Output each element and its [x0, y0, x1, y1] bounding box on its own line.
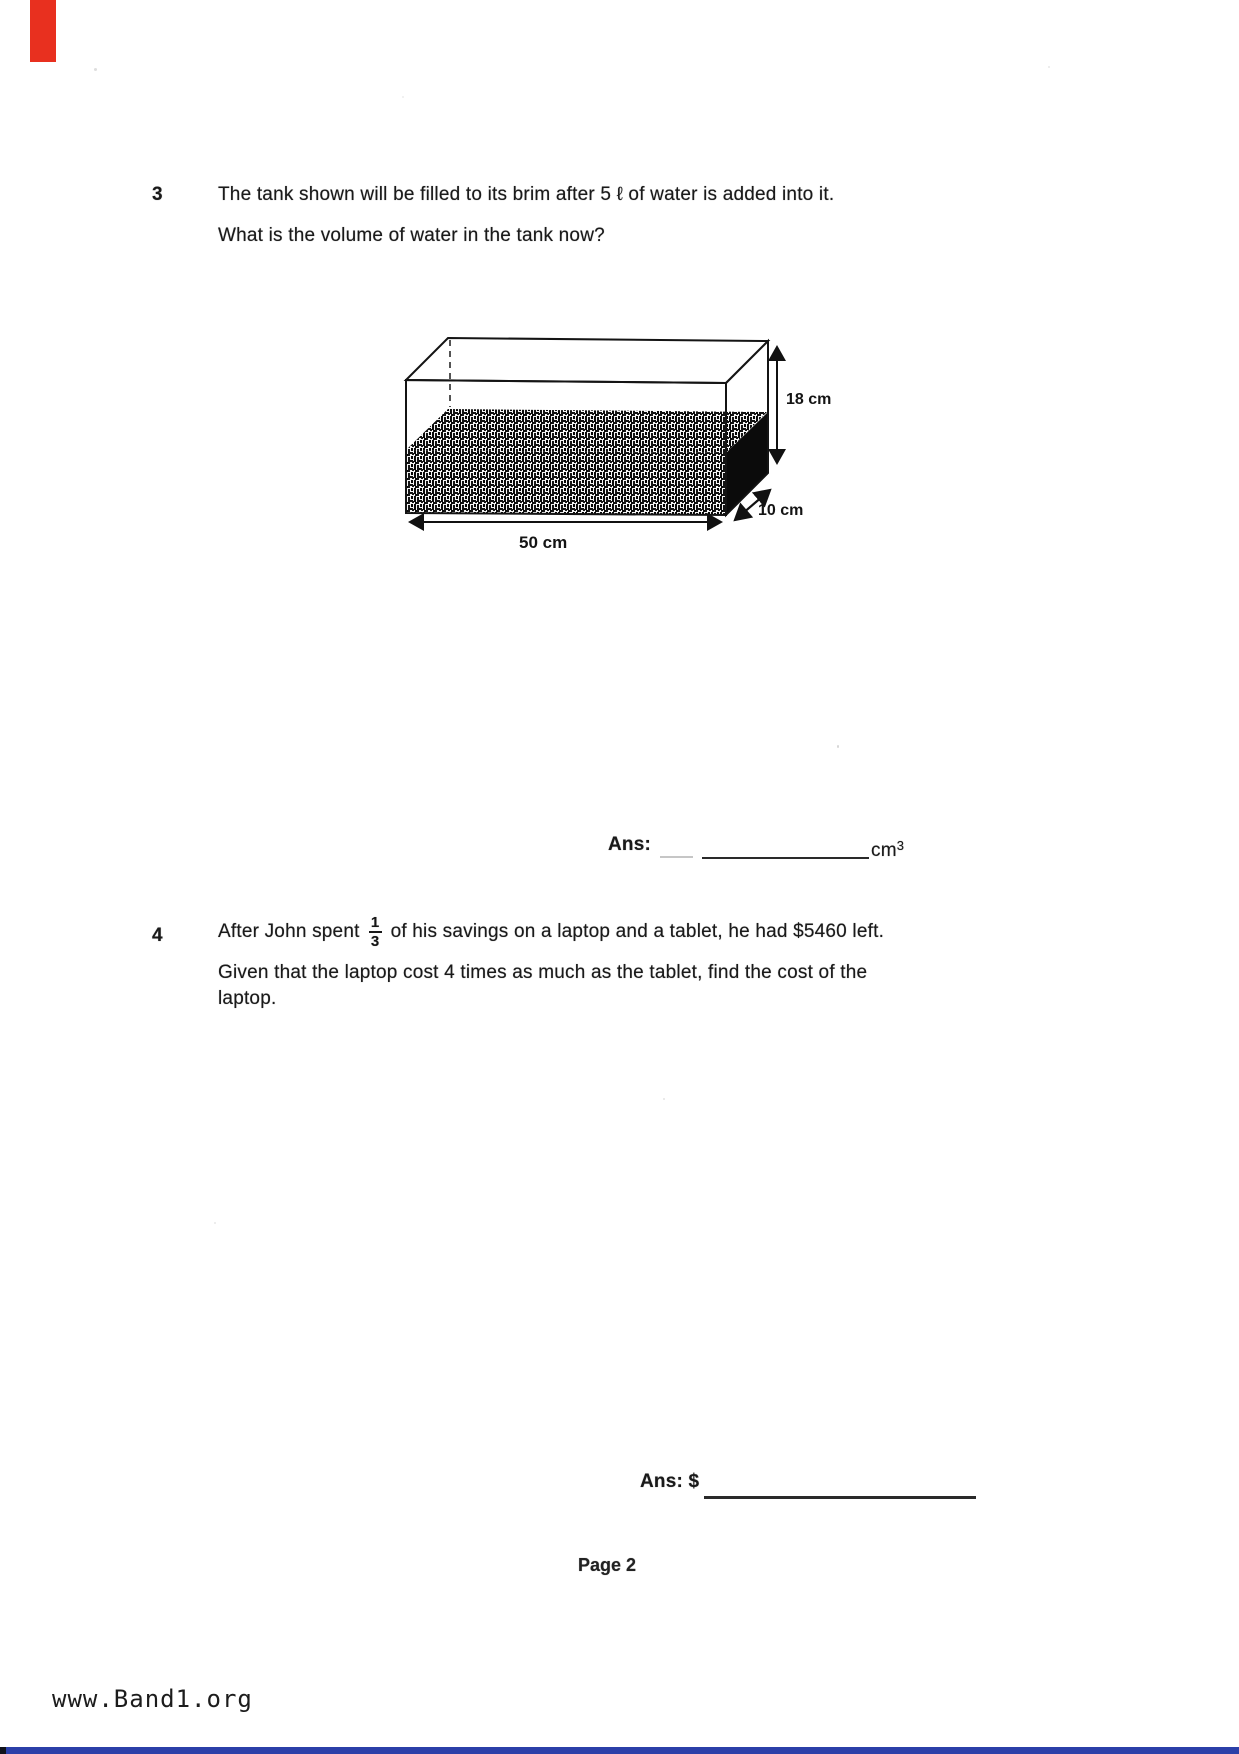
question-4-line3: laptop. [218, 988, 277, 1009]
tank-top-face [406, 338, 768, 383]
question-4-line1 [218, 910, 884, 954]
q3-answer-label: Ans: [608, 834, 652, 855]
question-4-number: 4 [152, 925, 163, 946]
water-top-surface [406, 409, 767, 453]
scan-speck [214, 1222, 216, 1224]
tank-width-label: 50 cm [519, 533, 568, 552]
question-3-line1: The tank shown will be filled to its brim after 5 ℓ of water is added into it. [218, 184, 835, 205]
scan-speck [663, 1098, 665, 1100]
question-3-line2: What is the volume of water in the tank now? [218, 225, 605, 246]
scan-speck [94, 68, 97, 71]
q4-lead-text: After John spent [218, 921, 360, 942]
scan-speck [837, 745, 839, 748]
fraction-denominator: 3 [370, 933, 380, 950]
scan-artifact-blue-bottom-bar [0, 1747, 1239, 1754]
question-4-line2: Given that the laptop cost 4 times as much as the tablet, find the cost of the [218, 962, 868, 983]
tank-height-label: 18 cm [786, 391, 832, 408]
tank-depth-label: 10 cm [758, 502, 804, 519]
q4-answer-label: Ans: $ [640, 1471, 700, 1492]
tank-diagram [330, 285, 870, 575]
page-number: Page 2 [578, 1555, 637, 1575]
water-front-face [406, 450, 726, 515]
q4-tail-text: of his savings on a laptop and a tablet, he had $5460 left. [390, 921, 885, 942]
q3-answer-unit [871, 838, 904, 862]
fraction-numerator: 1 [370, 914, 380, 931]
q3-answer-blank [702, 857, 869, 859]
q3-answer-blank-faint [660, 856, 693, 858]
watermark-url: www.Band1.org [52, 1685, 253, 1713]
one-third-fraction [367, 915, 384, 949]
scan-artifact-red-bar [30, 0, 56, 62]
scan-artifact-corner-mark [0, 1747, 6, 1754]
scan-speck [1048, 66, 1050, 68]
q4-answer-blank [704, 1496, 976, 1499]
question-3-number: 3 [152, 184, 163, 205]
unit-cm: cm [871, 840, 897, 861]
unit-exponent: 3 [896, 838, 905, 853]
scan-speck [402, 96, 404, 98]
